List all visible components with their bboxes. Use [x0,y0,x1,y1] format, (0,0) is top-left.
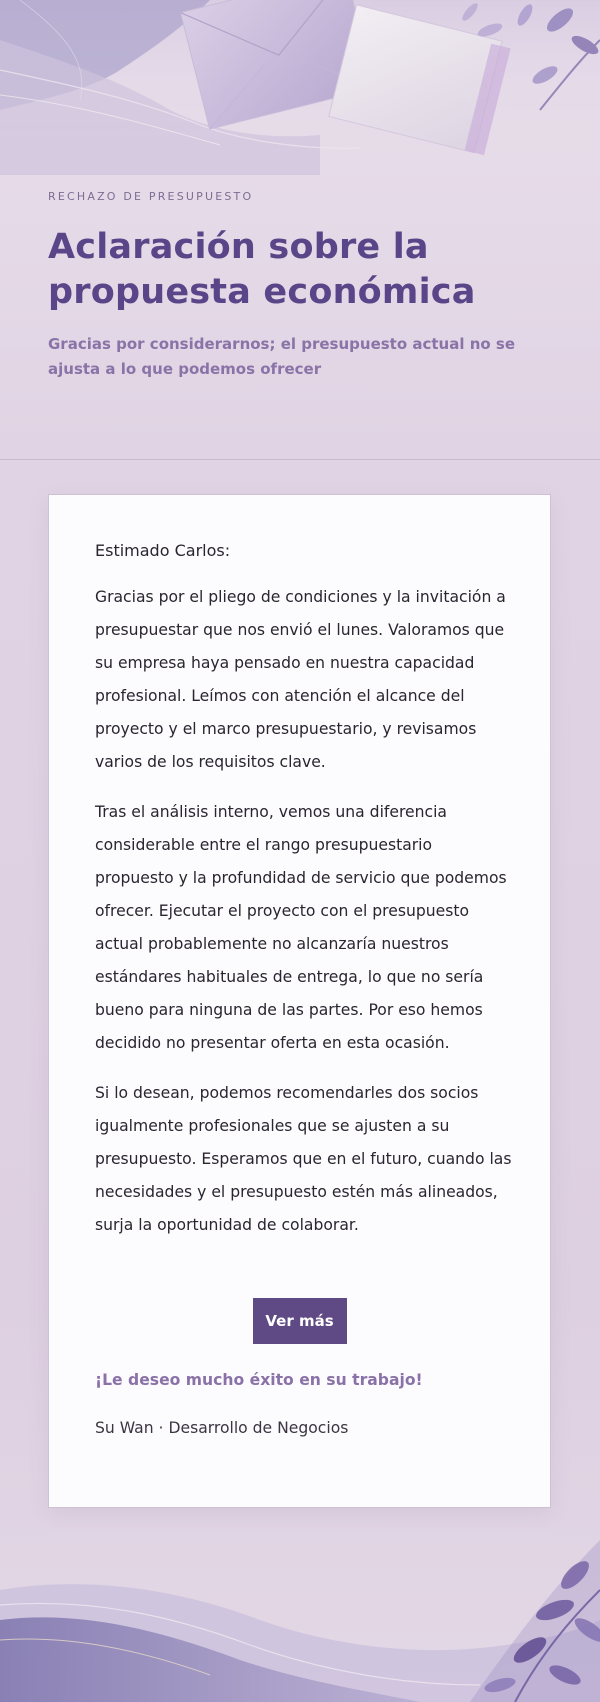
closing-line: ¡Le deseo mucho éxito en su trabajo! [95,1371,423,1389]
header [0,0,600,460]
letter-body [95,539,515,1259]
letter-paragraph: Tras el análisis interno, vemos una diferencia considerable entre el rango presupuestario propuesto y la profundidad de servicio que podemos ofrecer. Ejecutar el proyecto con el presupuesto actual probablemente no alcanzaría nuestros estándares habituales de entrega, lo que no sería bueno para ninguna de las partes. Por eso hemos decidido no presentar oferta en esta ocasión. [95,803,507,1052]
greeting: Estimado Carlos: [95,541,231,560]
page-title: Aclaración sobre la propuesta económica [48,227,476,312]
page-subtitle: Gracias por considerarnos; el presupuesto actual no se ajusta a lo que podemos ofrecer [48,335,516,378]
waves-leaves-illustration [0,1480,600,1702]
cta-container [49,1298,550,1344]
header-divider [0,459,600,460]
ver-mas-button[interactable]: Ver más [253,1298,347,1344]
letter-card [48,494,551,1508]
letter-paragraph: Si lo desean, podemos recomendarles dos socios igualmente profesionales que se ajusten a su presupuesto. Esperamos que en el futuro, cuando las necesidades y el presupuesto estén más alineados, surja la oportunidad de colaborar. [95,1084,512,1234]
signature: Su Wan · Desarrollo de Negocios [95,1419,349,1437]
eyebrow-label: RECHAZO DE PRESUPUESTO [48,190,254,203]
letter-paragraph: Gracias por el pliego de condiciones y la invitación a presupuestar que nos envió el lunes. Valoramos que su empresa haya pensado en nuestra capacidad profesional. Leímos con atención el alcance del proyecto y el marco presupuestario, y revisamos varios de los requisitos clave. [95,588,506,771]
